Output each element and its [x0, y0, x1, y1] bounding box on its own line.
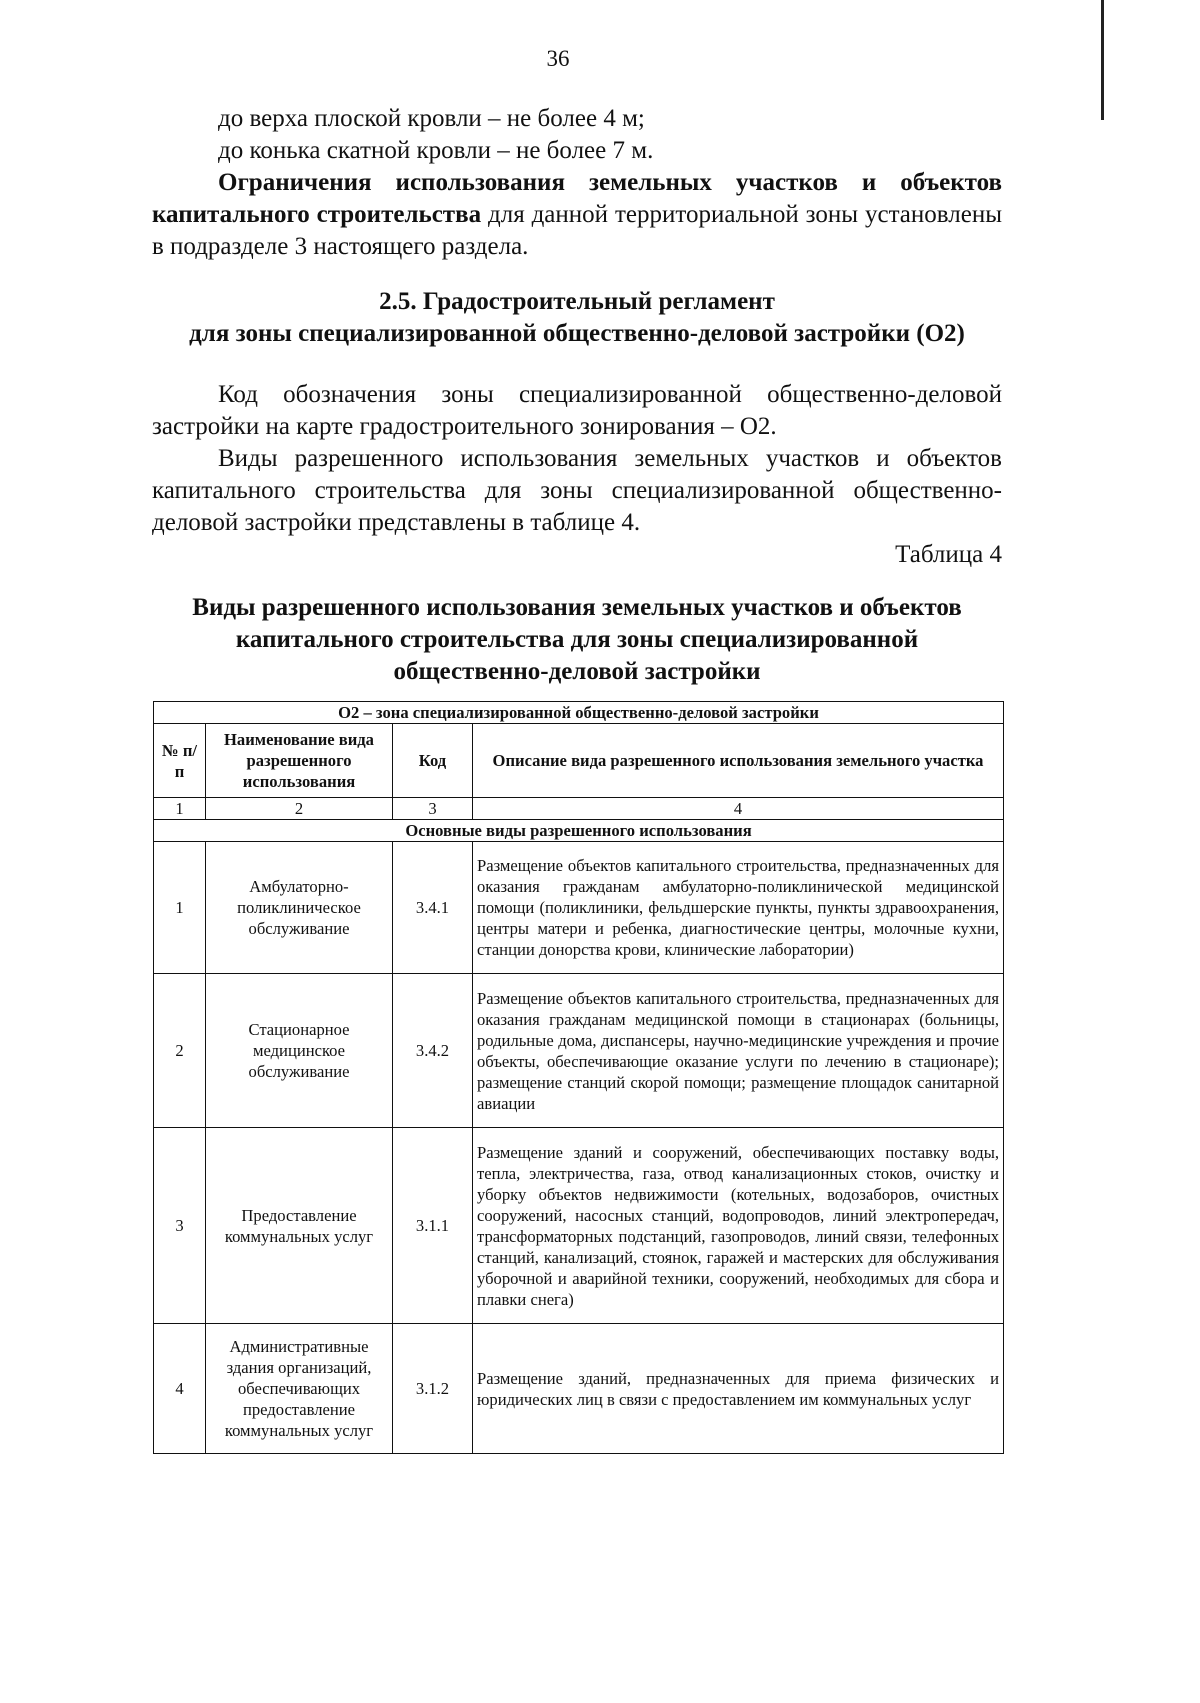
table-label: Таблица 4 — [895, 541, 1002, 568]
table-row — [154, 1128, 1004, 1324]
col-header-num: № п/п — [154, 724, 206, 798]
group-header-row — [154, 820, 1004, 842]
page-number: 36 — [546, 46, 570, 71]
col-number-4: 4 — [473, 798, 1004, 820]
col-header-name: Наименование вида разрешенного использования — [206, 724, 393, 798]
row-description: Размещение зданий, предназначенных для приема физических и юридических лиц в связи с предоставлением им коммунальных услуг — [473, 1324, 1004, 1454]
intro-line-1: до верха плоской кровли – не более 4 м; — [218, 105, 645, 132]
row-num: 3 — [154, 1128, 206, 1324]
row-num: 1 — [154, 842, 206, 974]
section-title — [140, 286, 1014, 350]
intro-text — [152, 103, 1002, 263]
table-title-line-2: капитального строительства для зоны специализированной — [235, 626, 919, 653]
section-body — [152, 379, 1002, 571]
usage-types-table — [153, 701, 1004, 1454]
row-num: 2 — [154, 974, 206, 1128]
table-row — [154, 974, 1004, 1128]
row-name: Административные здания организаций, обеспечивающих предоставление коммунальных услуг — [206, 1324, 393, 1454]
row-code: 3.1.1 — [393, 1128, 473, 1324]
paragraph-zone-code: Код обозначения зоны специализированной общественно-деловой застройки на карте градостроительного зонирования – О2. — [152, 381, 1002, 440]
restrictions-paragraph — [152, 167, 1002, 263]
col-number-3: 3 — [393, 798, 473, 820]
row-code: 3.1.2 — [393, 1324, 473, 1454]
table-row — [154, 842, 1004, 974]
col-number-2: 2 — [206, 798, 393, 820]
intro-line-2: до конька скатной кровли – не более 7 м. — [218, 137, 654, 164]
col-header-code: Код — [393, 724, 473, 798]
row-num: 4 — [154, 1324, 206, 1454]
row-description: Размещение объектов капитального строительства, предназначенных для оказания гражданам амбулаторно-поликлинической медицинской помощи (поликлиники, фельдшерские пункты, пункты здравоохранения, центры матери и ребенка, диагностические центры, молочные кухни, станции донорства крови, клинические лаборатории) — [473, 842, 1004, 974]
restrictions-rest: для данной территориальной зоны установлены в подразделе 3 настоящего раздела. — [152, 201, 1003, 260]
group-header: Основные виды разрешенного использования — [154, 820, 1004, 842]
row-name: Стационарное медицинское обслуживание — [206, 974, 393, 1128]
row-description: Размещение объектов капитального строительства, предназначенных для оказания гражданам медицинской помощи в стационарах (больницы, родильные дома, диспансеры, научно-медицинские учреждения и прочие объекты, обеспечивающие оказание услуги по лечению в стационаре); размещение станций скорой помощи; размещение площадок санитарной авиации — [473, 974, 1004, 1128]
row-description: Размещение зданий и сооружений, обеспечивающих поставку воды, тепла, электричества, газа, отвод канализационных стоков, очистку и уборку объектов недвижимости (котельных, водозаборов, очистных сооружений, насосных станций, водопроводов, линий электропередач, трансформаторных подстанций, газопроводов, линий связи, телефонных станций, канализаций, стоянок, гаражей и мастерских для обслуживания уборочной и аварийной техники, сооружений, необходимых для сбора и плавки снега) — [473, 1128, 1004, 1324]
row-name: Амбулаторно-поликлиническое обслуживание — [206, 842, 393, 974]
zone-header: О2 – зона специализированной общественно-деловой застройки — [154, 702, 1004, 724]
col-number-1: 1 — [154, 798, 206, 820]
paragraph-usage-types: Виды разрешенного использования земельных участков и объектов капитального строительства для зоны специализированной общественно-деловой застройки представлены в таблице 4. — [152, 445, 1002, 536]
table-title-line-3: общественно-деловой застройки — [393, 658, 761, 685]
table-title-line-1: Виды разрешенного использования земельных участков и объектов — [192, 594, 962, 621]
table-title — [130, 592, 1024, 688]
zone-header-row — [154, 702, 1004, 724]
table-row — [154, 1324, 1004, 1454]
restrictions-bold: Ограничения использования земельных участков и объектов капитального строительства — [152, 169, 1002, 228]
column-number-row — [154, 798, 1004, 820]
col-header-description: Описание вида разрешенного использования земельного участка — [473, 724, 1004, 798]
column-header-row — [154, 724, 1004, 798]
row-name: Предоставление коммунальных услуг — [206, 1128, 393, 1324]
row-code: 3.4.2 — [393, 974, 473, 1128]
section-title-line-2: для зоны специализированной общественно-деловой застройки (О2) — [189, 320, 965, 347]
section-title-line-1: 2.5. Градостроительный регламент — [379, 288, 775, 315]
row-code: 3.4.1 — [393, 842, 473, 974]
